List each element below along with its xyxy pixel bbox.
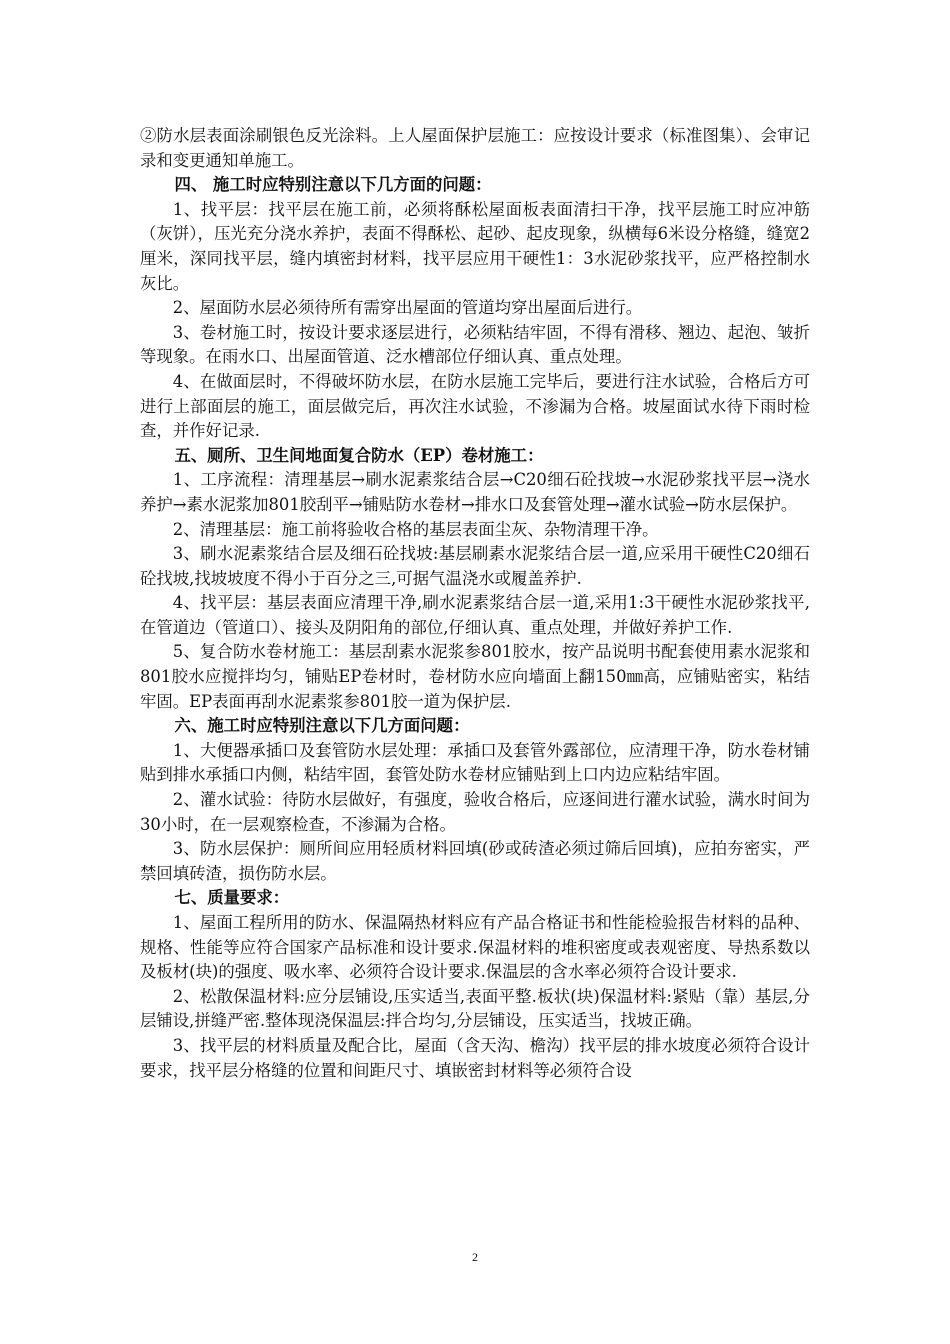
paragraph: 1、大便器承插口及套管防水层处理：承插口及套管外露部位，应清理干净，防水卷材铺贴到排水承插口内侧，粘结牢固，套管处防水卷材应铺贴到上口内边应粘结牢固。 (140, 740, 810, 785)
paragraph: 2、屋面防水层必须待所有需穿出屋面的管道均穿出屋面后进行。 (172, 298, 643, 318)
document-body (140, 124, 810, 1083)
paragraph: 5、复合防水卷材施工：基层刮素水泥浆参801胶水，按产品说明书配套使用素水泥浆和801胶水应搅拌均匀，铺贴EP卷材时，卷材防水应向墙面上翻150㎜高，应铺贴密实，粘结牢固。EP表面再刮水泥素浆参801胶一道为保护层. (140, 642, 810, 711)
paragraph: 1、工序流程：清理基层→刷水泥素浆结合层→C20细石砼找坡→水泥砂浆找平层→浇水养护→素水泥浆加801胶刮平→铺贴防水卷材→排水口及套管处理→灌水试验→防水层保护。 (140, 470, 810, 514)
paragraph: 3、防水层保护：厕所间应用轻质材料回填(砂或砖渣必须过筛后回填)，应拍夯密实，严禁回填砖渣，损伤防水层。 (140, 839, 810, 883)
paragraph: 2、清理基层：施工前将验收合格的基层表面尘灰、杂物清理干净。 (172, 519, 659, 539)
paragraph: 2、松散保温材料:应分层铺设,压实适当,表面平整.板状(块)保温材料:紧贴（靠）基层,分层铺设,拼缝严密.整体现浇保温层:拌合均匀,分层铺设，压实适当，找坡正确。 (140, 986, 810, 1031)
section-heading-4: 四、 施工时应特别注意以下几方面的问题： (174, 175, 492, 195)
section-heading-7: 七、质量要求： (174, 888, 290, 908)
paragraph: 4、在做面层时，不得破坏防水层，在防水层施工完毕后，要进行注水试验，合格后方可进行上部面层的施工，面层做完后，再次注水试验，不渗漏为合格。坡屋面试水待下雨时检查，并作好记录. (140, 371, 810, 441)
section-heading-6: 六、施工时应特别注意以下几方面问题： (174, 716, 470, 736)
paragraph: 3、找平层的材料质量及配合比，屋面（含天沟、檐沟）找平层的排水坡度必须符合设计要求，找平层分格缝的位置和间距尺寸、填嵌密封材料等必须符合设 (140, 1035, 810, 1080)
page-number: 2 (472, 1250, 478, 1264)
paragraph: 2、灌水试验：待防水层做好，有强度，验收合格后，应逐间进行灌水试验，满水时间为30小时，在一层观察检查，不渗漏为合格。 (140, 790, 810, 834)
paragraph: 3、刷水泥素浆结合层及细石砼找坡:基层刷素水泥浆结合层一道,应采用干硬性C20细石砼找坡,找坡坡度不得小于百分之三,可据气温浇水或履盖养护. (140, 544, 810, 588)
paragraph: 1、屋面工程所用的防水、保温隔热材料应有产品合格证书和性能检验报告材料的品种、规格、性能等应符合国家产品标准和设计要求.保温材料的堆积密度或表观密度、导热系数以及板材(块)的强度、吸水率、必须符合设计要求.保温层的含水率必须符合设计要求. (140, 913, 810, 982)
paragraph: 3、卷材施工时，按设计要求逐层进行，必须粘结牢固，不得有滑移、翘边、起泡、皱折等现象。在雨水口、出屋面管道、泛水槽部位仔细认真、重点处理。 (140, 322, 810, 367)
paragraph: 4、找平层：基层表面应清理干净,刷水泥素浆结合层一道,采用1:3干硬性水泥砂浆找平,在管道边（管道口）、接头及阴阳角的部位,仔细认真、重点处理，并做好养护工作. (140, 593, 810, 637)
paragraph: 1、找平层：找平层在施工前，必须将酥松屋面板表面清扫干净，找平层施工时应冲筋（灰饼），压光充分浇水养护，表面不得酥松、起砂、起皮现象，纵横每6米设分格缝，缝宽2厘米，深同找平层，缝内填密封材料，找平层应用干硬性1：3水泥砂浆找平，应严格控制水灰比。 (140, 199, 810, 293)
section-heading-5: 五、厕所、卫生间地面复合防水（EP）卷材施工： (174, 445, 544, 465)
paragraph: ②防水层表面涂刷银色反光涂料。上人屋面保护层施工：应按设计要求（标准图集）、会审记录和变更通知单施工。 (140, 126, 810, 170)
